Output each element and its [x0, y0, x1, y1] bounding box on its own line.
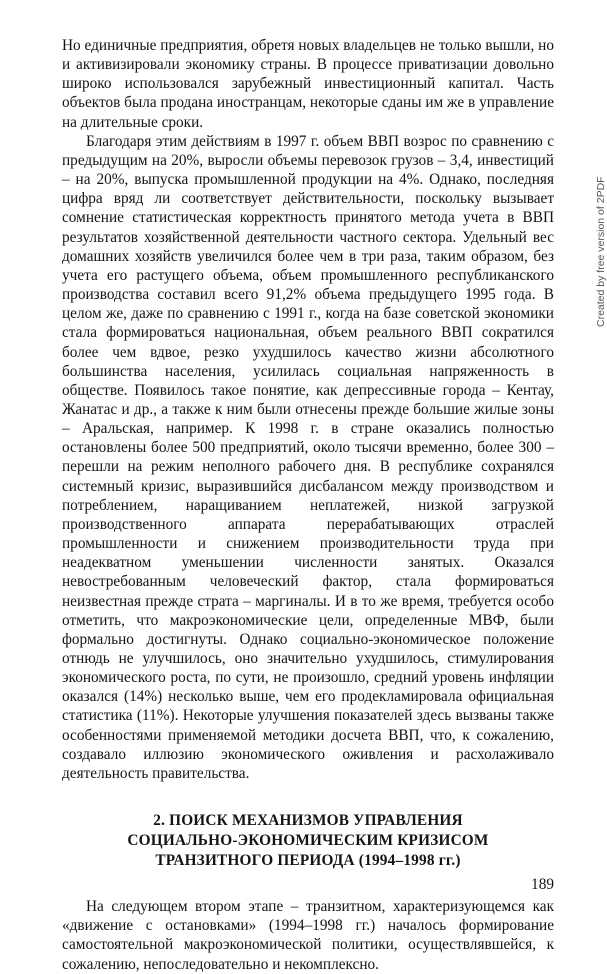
section-heading-line-3: ТРАНЗИТНОГО ПЕРИОДА (1994–1998 гг.) — [155, 852, 461, 870]
section-heading-line-1: 2. ПОИСК МЕХАНИЗМОВ УПРАВЛЕНИЯ — [153, 812, 463, 830]
section-heading — [62, 811, 554, 871]
page-number: 189 — [531, 876, 554, 893]
paragraph-gdp-1997: Благодаря этим действиям в 1997 г. объем ВВП возрос по сравнению с предыдущим на 20%, выросли объемы перевозок грузов – 3,4, инвестиций – на 20%, выпуска промышленной продукции на 4%. Однако, последняя цифра вряд ли соответствует действительности, поскольку вызывает сомнение статистическая корректность принятого метода учета в ВВП результатов хозяйственной деятельности частного сектора. Удельный вес домашних хозяйств увеличился более чем в три раза, таким образом, без учета его растущего объема, объем промышленного республиканского производства составил всего 91,2% объема предыдущего 1995 года. В целом же, даже по сравнению с 1991 г., когда на базе советской экономики стала формироваться национальная, объем реального ВВП сократился более чем вдвое, резко ухудшилось качество жизни абсолютного большинства населения, усилилась социальная напряженность в обществе. Появилось такое понятие, как депрессивные города – Кентау, Жанатас и др., а также к ним были отнесены прежде большие жилые зоны – Аральская, например. К 1998 г. в стране оказались полностью остановлены более 500 предприятий, около тысячи временно, более 300 – перешли на режим неполного рабочего дня. В республике сохранялся системный кризис, выразившийся дисбалансом между производством и потреблением, наращиванием неплатежей, низкой загрузкой производственного аппарата перерабатывающих отраслей промышленности и снижением производительности труда при неадекватном уменьшении численности занятых. Оказался невостребованным человеческий фактор, стала формироваться неизвестная прежде страта – маргиналы. И в то же время, требуется особо отметить, что макроэкономические цели, определенные МВФ, были формально достигнуты. Однако социально-экономическое положение отнюдь не улучшилось, оно значительно ухудшилось, стимулирования экономического роста, по сути, не произошло, средний уровень инфляции оказался (14%) несколько выше, чем его продекламировала официальная статистика (11%). Некоторые улучшения показателей здесь вызваны также особенностями применяемой методики досчета ВВП, что, к сожалению, создавало иллюзию экономического оживления и расхолаживало деятельность правительства. — [62, 132, 554, 782]
section-heading-line-2: СОЦИАЛЬНО-ЭКОНОМИЧЕСКИМ КРИЗИСОМ — [127, 832, 489, 850]
paragraph-intro: Но единичные предприятия, обретя новых владельцев не только вышли, но и активизировали экономику страны. В процессе приватизации довольно широко использовался зарубежный инвестиционный капитал. Часть объектов была продана иностранцам, некоторые сданы им же в управление на длительные сроки. — [62, 37, 554, 131]
paragraph-transit-stage: На следующем втором этапе – транзитном, характеризующемся как «движение с остановками» (1994–1998 гг.) началось формирование самостоятельной макроэкономической политики, осуществлявшейся, к сожалению, непоследовательно и некомплексно. — [62, 898, 554, 973]
watermark-text: Created by free version of 2PDF — [595, 176, 607, 327]
watermark — [583, 176, 607, 327]
page-body — [62, 36, 554, 974]
